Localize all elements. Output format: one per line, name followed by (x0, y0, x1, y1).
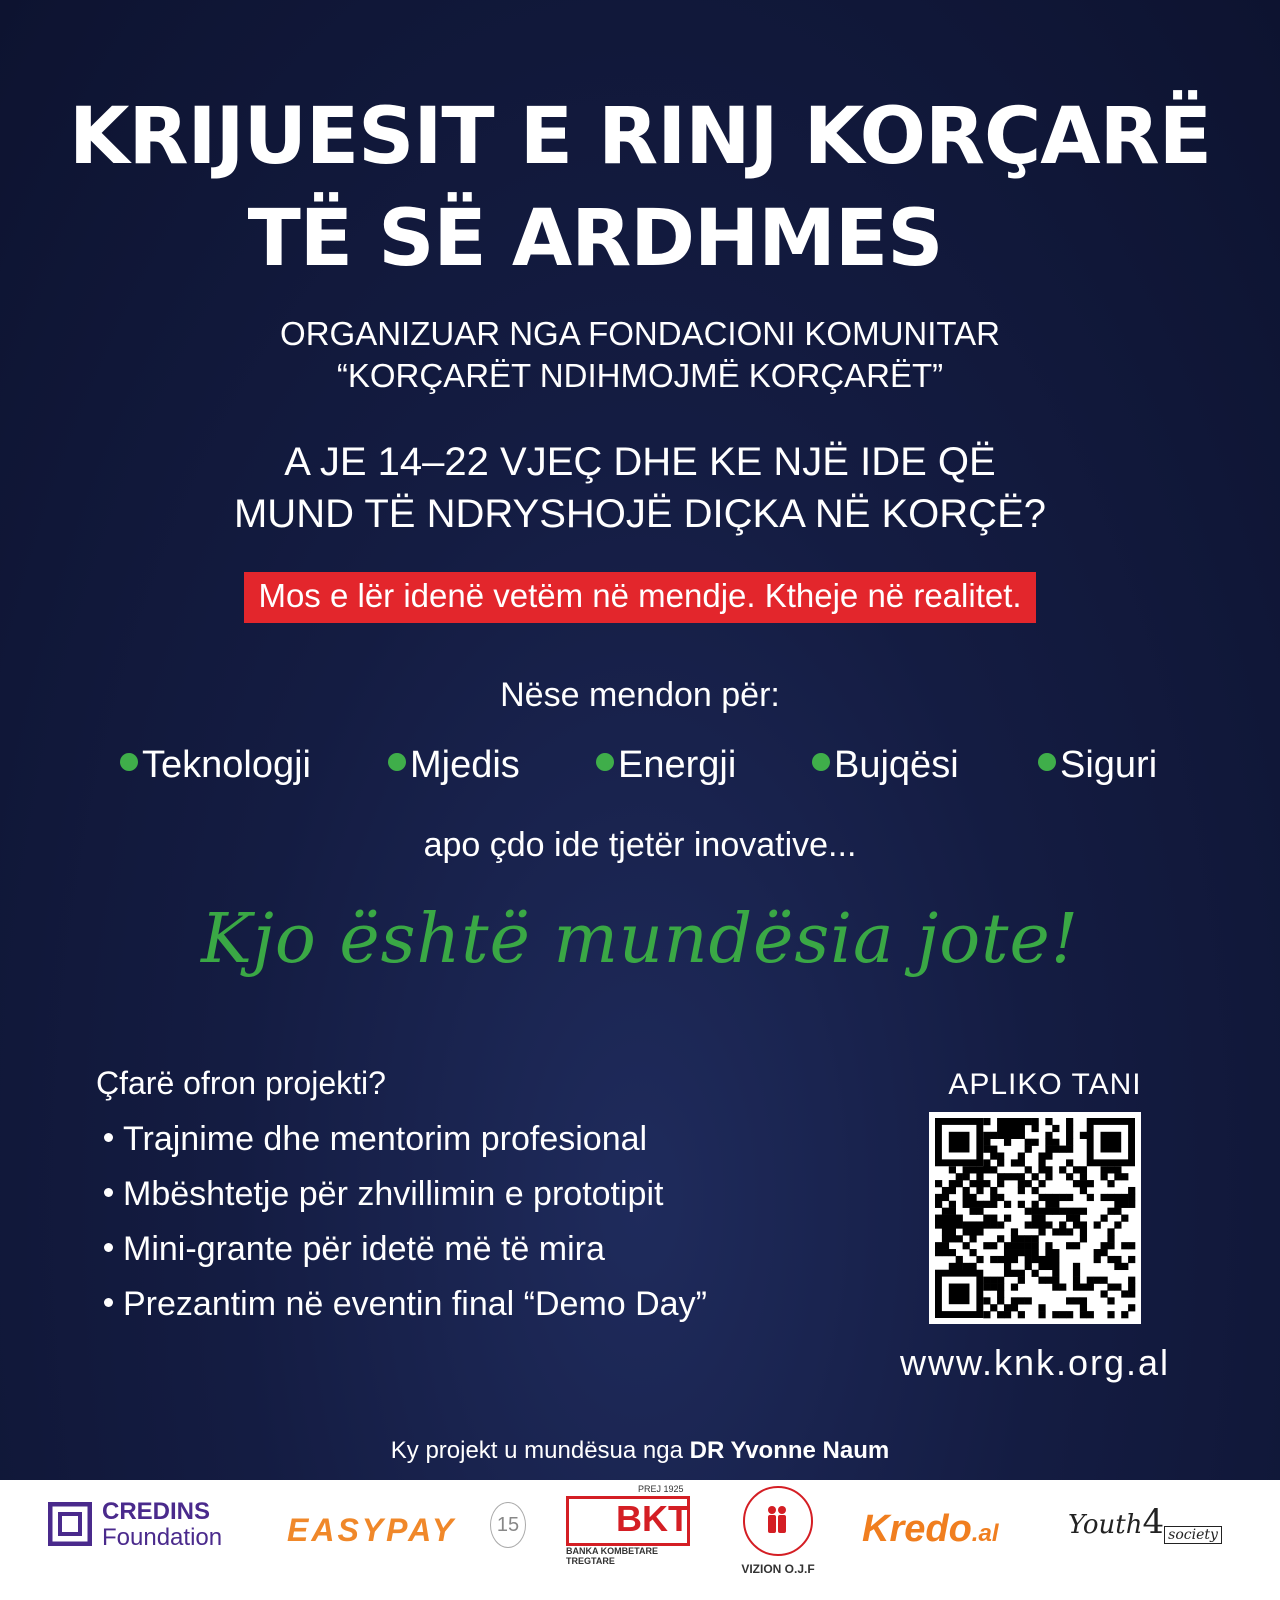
credit-prefix: Ky projekt u mundësua nga (390, 1437, 683, 1464)
offer-section (96, 1065, 816, 1340)
topic-label: Bujqësi (834, 744, 959, 786)
banner-wrap (0, 572, 1280, 623)
topic-item (812, 744, 959, 787)
green-dot-icon (120, 753, 138, 771)
topic-item (388, 744, 520, 787)
youth4society-logo (1068, 1502, 1222, 1543)
topic-label: Siguri (1060, 744, 1158, 786)
offer-item-text: Mbështetje për zhvillimin e prototipit (123, 1175, 664, 1213)
topic-item (120, 744, 311, 787)
topic-label: Energji (618, 744, 737, 786)
intro-text: Nëse mendon për: (500, 676, 780, 714)
offer-item (104, 1175, 816, 1214)
bullet-icon (104, 1243, 113, 1252)
bullet-icon (104, 1188, 113, 1197)
credins-name: CREDINS (102, 1498, 211, 1525)
slogan: Kjo është mundësia jote! (200, 900, 1080, 979)
credins-foundation-logo (48, 1498, 248, 1552)
offer-item-text: Trajnime dhe mentorim profesional (123, 1120, 648, 1158)
vizion-ojf-logo (738, 1486, 818, 1586)
kredo-logo (862, 1508, 998, 1551)
easypay-15-badge: 15 (490, 1502, 526, 1548)
bkt-full-name: BANKA KOMBETARE TREGTARE (566, 1546, 658, 1566)
organizer-block (0, 313, 1280, 397)
kredo-name: Kredo (862, 1508, 972, 1550)
youth-society: society (1164, 1526, 1222, 1544)
offer-item-text: Prezantim në eventin final “Demo Day” (123, 1285, 707, 1323)
people-icon (765, 1504, 789, 1536)
sponsor-footer (0, 1480, 1280, 1600)
topic-item (1038, 744, 1157, 787)
topics-list (120, 744, 1180, 794)
green-dot-icon (812, 753, 830, 771)
apply-label: APLIKO TANI (948, 1068, 1142, 1101)
bkt-logo (566, 1484, 690, 1566)
poster-title-line2: TË SË ARDHMES (247, 194, 943, 284)
bullet-icon (104, 1298, 113, 1307)
question-block (0, 436, 1280, 540)
credit-line (0, 1437, 1280, 1465)
credit-name: DR Yvonne Naum (689, 1437, 890, 1464)
youth-word: Youth (1068, 1510, 1143, 1540)
poster-title-line1: KRIJUESIT E RINJ KORÇARË (69, 92, 1211, 182)
green-dot-icon (596, 753, 614, 771)
red-banner: Mos e lër idenë vetëm në mendje. Ktheje në realitet. (244, 572, 1035, 623)
offer-item (104, 1285, 816, 1324)
qr-code-graphic (929, 1112, 1141, 1324)
topic-label: Mjedis (410, 744, 520, 786)
easypay-logo: EASYPAY (287, 1512, 457, 1548)
offer-heading: Çfarë ofron projekti? (96, 1065, 386, 1101)
kredo-tld: .al (971, 1520, 999, 1547)
green-dot-icon (388, 753, 406, 771)
credins-foundation: Foundation (102, 1524, 223, 1551)
green-dot-icon (1038, 753, 1056, 771)
topic-label: Teknologji (142, 744, 311, 786)
qr-code-icon[interactable] (929, 1112, 1141, 1324)
other-ideas-text: apo çdo ide tjetër inovative... (423, 826, 857, 864)
topic-item (596, 744, 736, 787)
website-link[interactable]: www.knk.org.al (899, 1342, 1171, 1383)
youth-four: 4 (1142, 1502, 1165, 1542)
bkt-since: PREJ 1925 (638, 1484, 684, 1494)
offer-item (104, 1120, 816, 1159)
bkt-mark: BKT (616, 1498, 690, 1539)
offer-item (104, 1230, 816, 1269)
question-line2: MUND TË NDRYSHOJË DIÇKA NË KORÇË? (233, 492, 1046, 536)
offer-list (96, 1120, 816, 1324)
question-line1: A JE 14–22 VJEÇ DHE KE NJË IDE QË (284, 440, 996, 484)
vizion-seal-icon (743, 1486, 813, 1556)
credins-mark-icon (48, 1502, 92, 1546)
organizer-line2: “KORÇARËT NDIHMOJMË KORÇARËT” (336, 357, 944, 394)
bullet-icon (104, 1133, 113, 1142)
offer-item-text: Mini-grante për idetë më të mira (123, 1230, 605, 1268)
vizion-label: VIZION O.J.F (741, 1562, 815, 1576)
organizer-line1: ORGANIZUAR NGA FONDACIONI KOMUNITAR (280, 315, 1000, 352)
